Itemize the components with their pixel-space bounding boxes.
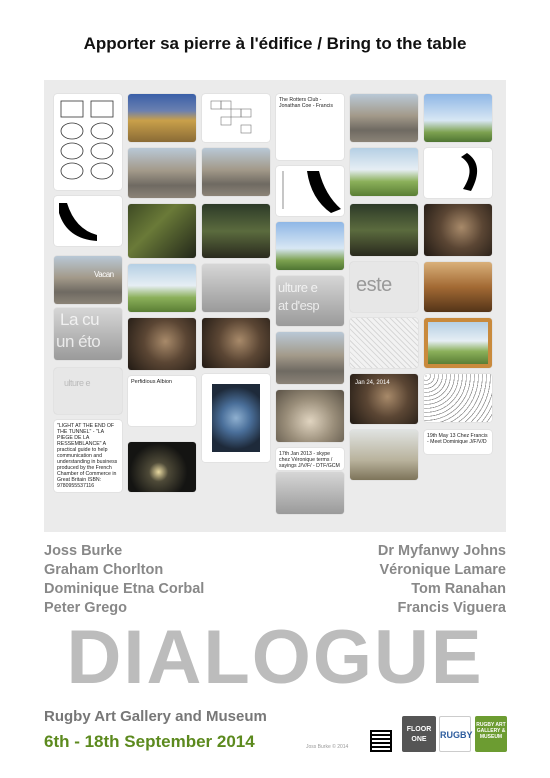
un-eto-word: un éto xyxy=(56,332,101,351)
street-photo-tile xyxy=(128,148,196,198)
la-culture-word: La cu xyxy=(60,310,100,329)
artist-name: Francis Viguera xyxy=(397,600,506,616)
trees-photo-tile xyxy=(276,222,344,270)
date-label: Jan 24, 2014 xyxy=(355,380,390,386)
artist-name: Graham Chorlton xyxy=(44,562,164,578)
interior-photo-tile xyxy=(202,264,270,312)
artist-name: Dr Myfanwy Johns xyxy=(377,543,506,559)
exhibition-dates: 6th - 18th September 2014 xyxy=(44,732,255,751)
artist-name: Joss Burke xyxy=(44,543,123,559)
arc-drawing-tile xyxy=(424,148,492,198)
black-shape-tile xyxy=(54,196,122,246)
skype-note-tile xyxy=(276,448,344,470)
grid-icon xyxy=(205,97,267,139)
collage-board xyxy=(44,80,506,532)
dated-photo-tile xyxy=(350,374,418,424)
culture-sign-word: ulture e xyxy=(278,280,318,295)
artist-name: Véronique Lamare xyxy=(379,562,506,578)
night-photo-tile xyxy=(128,442,196,492)
grid-drawing-tile xyxy=(202,94,270,142)
book-description-text: "LIGHT AT THE END OF THE TUNNEL" - "LA PIEGE DE LA RESSEMBLANCE" A practical guide to help communication and understanding in business produced by the French Chamber of Commerce in Great Britain ISBN: 9780955537116 xyxy=(57,423,118,489)
sketch-drawing-tile xyxy=(54,94,122,190)
curve-shape-icon xyxy=(57,199,119,243)
dialogue-heading: DIALOGUE xyxy=(66,615,484,700)
rotters-club-tile xyxy=(276,94,344,160)
forest-painting-tile xyxy=(202,204,270,258)
park-photo-tile xyxy=(424,94,492,142)
library-photo-tile xyxy=(128,94,196,142)
screen-photo-tile xyxy=(276,472,344,514)
black-curve-icon xyxy=(279,169,341,213)
perfidious-albion-text: Perfidious Albion xyxy=(131,379,172,385)
table-photo-tile xyxy=(424,262,492,312)
artist-name: Tom Ranahan xyxy=(411,581,506,597)
book-description-tile xyxy=(54,420,122,492)
sketchbook-tile xyxy=(350,318,418,368)
may-note-tile xyxy=(424,430,492,454)
horse-sculpture-tile xyxy=(350,430,418,480)
artists-right-list xyxy=(378,542,506,618)
meeting-photo-tile xyxy=(202,318,270,368)
village-photo-tile xyxy=(350,148,418,196)
artist-name: Dominique Etna Corbal xyxy=(44,581,205,597)
artists-left-list xyxy=(44,542,204,618)
copyright-credit: Joss Burke © 2014 xyxy=(306,744,349,750)
culture-sign-tile xyxy=(276,276,344,326)
poster-title: Apporter sa pierre à l'édifice / Bring to the table xyxy=(83,34,467,53)
may-note-text: 19th May 13 Chez Francis - Meet Dominique J/F/V/D xyxy=(427,433,488,445)
la-culture-photo-tile xyxy=(54,308,122,360)
artist-name: Peter Grego xyxy=(44,600,127,616)
skype-note-text: 17th Jan 2013 - skype chez Véronique terms / sayings J/V/F/ - DTF/GCM xyxy=(279,451,340,469)
shop-front-photo-tile xyxy=(350,94,418,142)
venue-name: Rugby Art Gallery and Museum xyxy=(44,708,267,725)
roof-photo-tile xyxy=(276,332,344,384)
perfidious-albion-tile xyxy=(128,376,196,426)
este-word: este xyxy=(356,274,392,296)
floor-one-logo: FLOOR ONE xyxy=(402,716,436,752)
vase-photo-tile xyxy=(202,374,270,462)
este-sign-tile xyxy=(350,262,418,312)
seated-people-photo-tile xyxy=(128,318,196,370)
rugby-logo: RUGBY xyxy=(439,716,471,752)
green-painting-tile xyxy=(128,204,196,258)
qr-code-icon[interactable] xyxy=(370,730,392,752)
black-curve-tile xyxy=(276,166,344,216)
dark-painting-tile xyxy=(350,204,418,256)
building-street-photo-tile xyxy=(202,148,270,196)
bowl-photo-tile xyxy=(276,390,344,442)
dinner-photo-tile xyxy=(424,204,492,256)
desp-sign-word: at d'esp xyxy=(278,298,320,313)
dot-pattern-tile xyxy=(424,374,492,422)
landscape-painting-tile xyxy=(424,318,492,368)
garden-photo-tile xyxy=(128,264,196,312)
steps-photo-tile xyxy=(54,256,122,304)
vacances-word: Vacan xyxy=(94,270,114,279)
art-gallery-logo: RUGBY ART GALLERY & MUSEUM xyxy=(475,716,507,752)
circles-sketch-icon xyxy=(57,97,119,183)
culture-small-word: ulture e xyxy=(64,378,91,388)
rotters-club-text: The Rotters Club - Jonathan Coe - Francis xyxy=(279,97,333,109)
arc-icon xyxy=(427,151,489,195)
culture-small-tile xyxy=(54,368,122,414)
